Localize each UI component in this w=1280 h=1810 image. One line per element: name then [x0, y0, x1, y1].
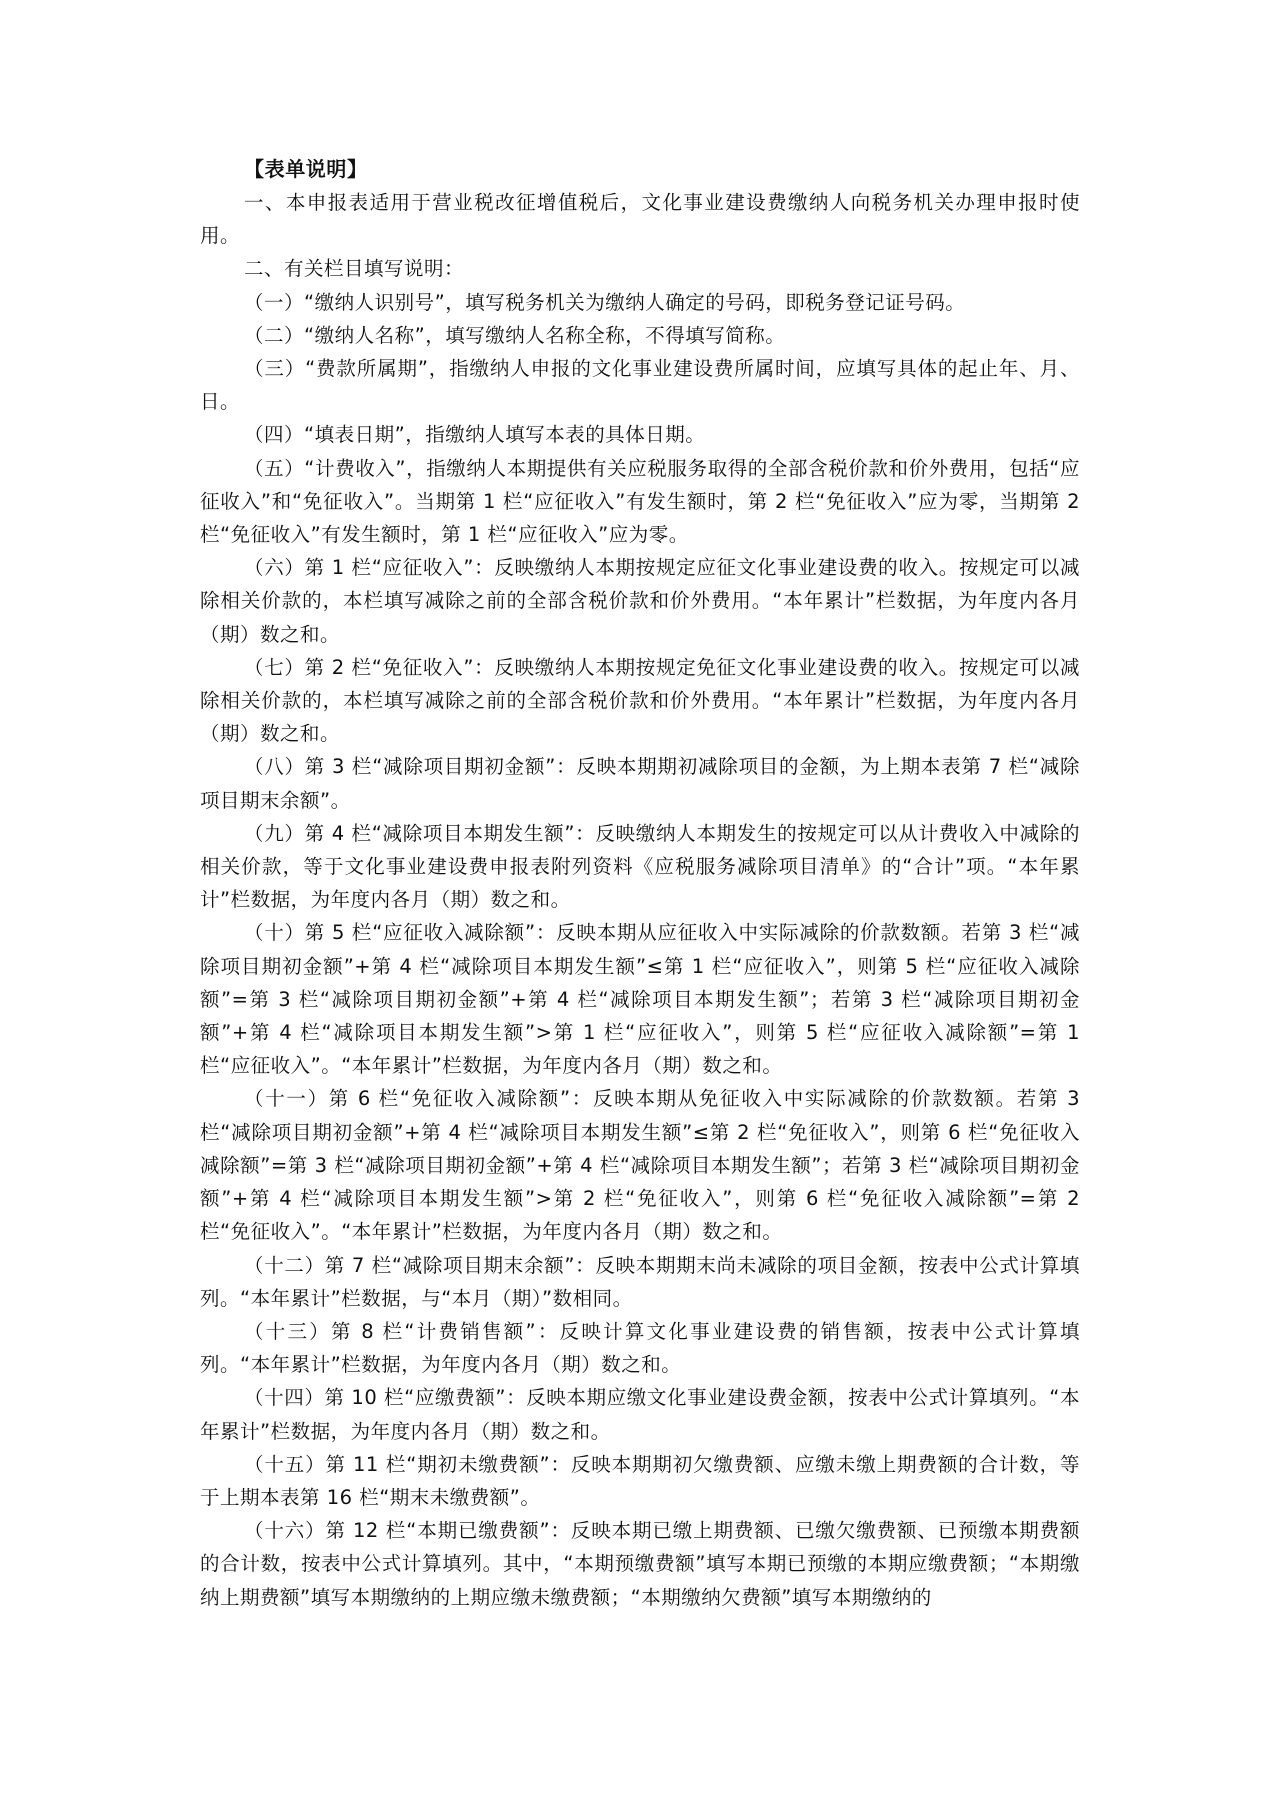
paragraph-10: （八）第 3 栏“减除项目期初金额”：反映本期期初减除项目的金额，为上期本表第 7 栏“减除项目期末余额”。	[200, 755, 1080, 812]
paragraph-15: （十三）第 8 栏“计费销售额”：反映计算文化事业建设费的销售额，按表中公式计算填列。“本年累计”栏数据，为年度内各月（期）数之和。	[200, 1319, 1080, 1377]
paragraph-1: 一、本申报表适用于营业税改征增值税后，文化事业建设费缴纳人向税务机关办理申报时使用。	[200, 191, 1080, 248]
paragraph-8: （六）第 1 栏“应征收入”：反映缴纳人本期按规定应征文化事业建设费的收入。按规定可以减除相关价款的，本栏填写减除之前的全部含税价款和价外费用。“本年累计”栏数据，为年度内各月（期）数之和。	[200, 556, 1080, 646]
paragraph-3: （一）“缴纳人识别号”，填写税务机关为缴纳人确定的号码，即税务登记证号码。	[244, 290, 966, 314]
paragraph-14: （十二）第 7 栏“减除项目期末余额”：反映本期期末尚未减除的项目金额，按表中公式计算填列。“本年累计”栏数据，与“本月（期）”数相同。	[200, 1253, 1080, 1310]
paragraph-2: 二、有关栏目填写说明：	[244, 257, 465, 281]
paragraph-6: （四）“填表日期”，指缴纳人填写本表的具体日期。	[244, 423, 706, 447]
document-title: 【表单说明】	[244, 157, 368, 181]
paragraph-13: （十一）第 6 栏“免征收入减除额”：反映本期从免征收入中实际减除的价款数额。若第 3 栏“减除项目期初金额”+第 4 栏“减除项目本期发生额”≤第 2 栏“免征收入”，则第 6 栏“免征收入减除额”=第 3 栏“减除项目期初金额”+第 4 栏“减除项目本期发生额”；若第 3 栏“减除项目期初金额”+第 4 栏“减除项目本期发生额”>第 2 栏“免征收入”，则第 6 栏“免征收入减除额”=第 2 栏“免征收入”。“本年累计”栏数据，为年度内各月（期）数之和。	[200, 1087, 1080, 1244]
paragraph-9: （七）第 2 栏“免征收入”：反映缴纳人本期按规定免征文化事业建设费的收入。按规定可以减除相关价款的，本栏填写减除之前的全部含税价款和价外费用。“本年累计”栏数据，为年度内各月（期）数之和。	[200, 655, 1080, 746]
paragraph-18: （十六）第 12 栏“本期已缴费额”：反映本期已缴上期费额、已缴欠缴费额、已预缴本期费额的合计数，按表中公式计算填列。其中，“本期预缴费额”填写本期已预缴的本期应缴费额；“本期缴纳上期费额”填写本期缴纳的上期应缴未缴费额；“本期缴纳欠费额”填写本期缴纳的	[200, 1519, 1080, 1609]
paragraph-7: （五）“计费收入”，指缴纳人本期提供有关应税服务取得的全部含税价款和价外费用，包括“应征收入”和“免征收入”。当期第 1 栏“应征收入”有发生额时，第 2 栏“免征收入”应为零，当期第 2 栏“免征收入”有发生额时，第 1 栏“应征收入”应为零。	[200, 456, 1080, 547]
paragraph-11: （九）第 4 栏“减除项目本期发生额”：反映缴纳人本期发生的按规定可以从计费收入中减除的相关价款，等于文化事业建设费申报表附列资料《应税服务减除项目清单》的“合计”项。“本年累计”栏数据，为年度内各月（期）数之和。	[200, 821, 1080, 912]
document-body	[200, 153, 1080, 1614]
paragraph-12: （十）第 5 栏“应征收入减除额”：反映本期从应征收入中实际减除的价款数额。若第 3 栏“减除项目期初金额”+第 4 栏“减除项目本期发生额”≤第 1 栏“应征收入”，则第 5 栏“应征收入减除额”=第 3 栏“减除项目期初金额”+第 4 栏“减除项目本期发生额”；若第 3 栏“减除项目期初金额”+第 4 栏“减除项目本期发生额”>第 1 栏“应征收入”，则第 5 栏“应征收入减除额”=第 1 栏“应征收入”。“本年累计”栏数据，为年度内各月（期）数之和。	[200, 921, 1080, 1078]
paragraph-5: （三）“费款所属期”，指缴纳人申报的文化事业建设费所属时间，应填写具体的起止年、月、日。	[200, 357, 1080, 414]
paragraph-17: （十五）第 11 栏“期初未缴费额”：反映本期期初欠缴费额、应缴未缴上期费额的合计数，等于上期本表第 16 栏“期末未缴费额”。	[200, 1452, 1080, 1509]
paragraph-16: （十四）第 10 栏“应缴费额”：反映本期应缴文化事业建设费金额，按表中公式计算填列。“本年累计”栏数据，为年度内各月（期）数之和。	[200, 1386, 1080, 1443]
paragraph-4: （二）“缴纳人名称”，填写缴纳人名称全称，不得填写简称。	[244, 323, 786, 347]
